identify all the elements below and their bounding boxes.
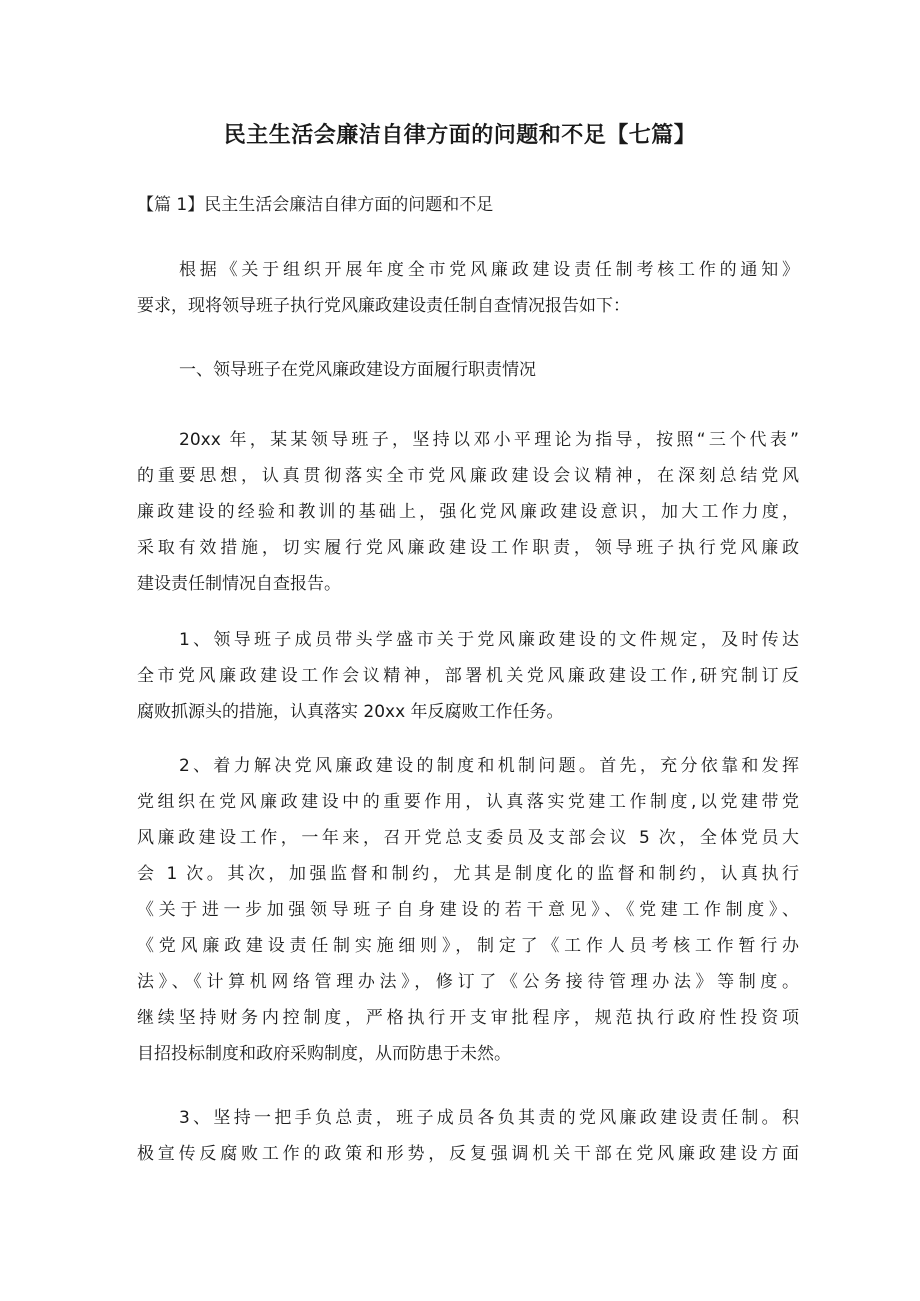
paragraph-line: 法》、《计算机网络管理办法》，修订了《公务接待管理办法》等制度。: [137, 972, 799, 992]
paragraph-line: 目招投标制度和政府采购制度，从而防患于未然。: [137, 1044, 511, 1064]
document-title: 民主生活会廉洁自律方面的问题和不足【七篇】: [223, 123, 697, 148]
paragraph-line: 《关于进一步加强领导班子自身建设的若干意见》、《党建工作制度》、: [137, 900, 799, 920]
paragraph-line: 3、坚持一把手负总责，班子成员各负其责的党风廉政建设责任制。积: [179, 1108, 799, 1128]
paragraph-line: 极宣传反腐败工作的政策和形势，反复强调机关干部在党风廉政建设方面: [137, 1144, 799, 1164]
paragraph-line: 2、着力解决党风廉政建设的制度和机制问题。首先，充分依靠和发挥: [179, 756, 799, 776]
paragraph-item-3: [137, 1100, 799, 1172]
paragraph-line: 《党风廉政建设责任制实施细则》，制定了《工作人员考核工作暂行办: [137, 936, 799, 956]
paragraph-subheading: [137, 352, 799, 388]
paragraph-line: 党组织在党风廉政建设中的重要作用，认真落实党建工作制度,以党建带党: [137, 792, 799, 812]
paragraph-overview: [137, 422, 799, 602]
paragraph-line: 采取有效措施，切实履行党风廉政建设工作职责，领导班子执行党风廉政: [137, 538, 799, 558]
paragraph-line: 继续坚持财务内控制度，严格执行开支审批程序，规范执行政府性投资项: [137, 1008, 799, 1028]
paragraph-line: 20xx 年，某某领导班子，坚持以邓小平理论为指导，按照“三个代表”: [179, 430, 799, 450]
paragraph-line: 的重要思想，认真贯彻落实全市党风廉政建设会议精神，在深刻总结党风: [137, 466, 799, 486]
paragraph-line: 1、领导班子成员带头学盛市关于党风廉政建设的文件规定，及时传达: [179, 630, 799, 650]
paragraph-item-2: [137, 748, 799, 1072]
paragraph-line: 会 1 次。其次，加强监督和制约，尤其是制度化的监督和制约，认真执行: [137, 864, 799, 884]
paragraph-line: 根据《关于组织开展年度全市党风廉政建设责任制考核工作的通知》: [179, 260, 799, 280]
paragraph-item-1: [137, 622, 799, 730]
paragraph-line: 建设责任制情况自查报告。: [137, 574, 341, 594]
paragraph-line: 全市党风廉政建设工作会议精神，部署机关党风廉政建设工作,研究制订反: [137, 666, 799, 686]
paragraph-line: 要求，现将领导班子执行党风廉政建设责任制自查情况报告如下：: [137, 296, 630, 316]
paragraph-intro: [137, 252, 799, 324]
paragraph-line: 腐败抓源头的措施，认真落实 20xx 年反腐败工作任务。: [137, 702, 564, 722]
section-heading: 【篇 1】民主生活会廉洁自律方面的问题和不足: [137, 195, 494, 215]
paragraph-line: 风廉政建设工作，一年来，召开党总支委员及支部会议 5 次，全体党员大: [137, 828, 799, 848]
paragraph-line: 廉政建设的经验和教训的基础上，强化党风廉政建设意识，加大工作力度，: [137, 502, 799, 522]
paragraph-line: 一、领导班子在党风廉政建设方面履行职责情况: [179, 360, 536, 380]
